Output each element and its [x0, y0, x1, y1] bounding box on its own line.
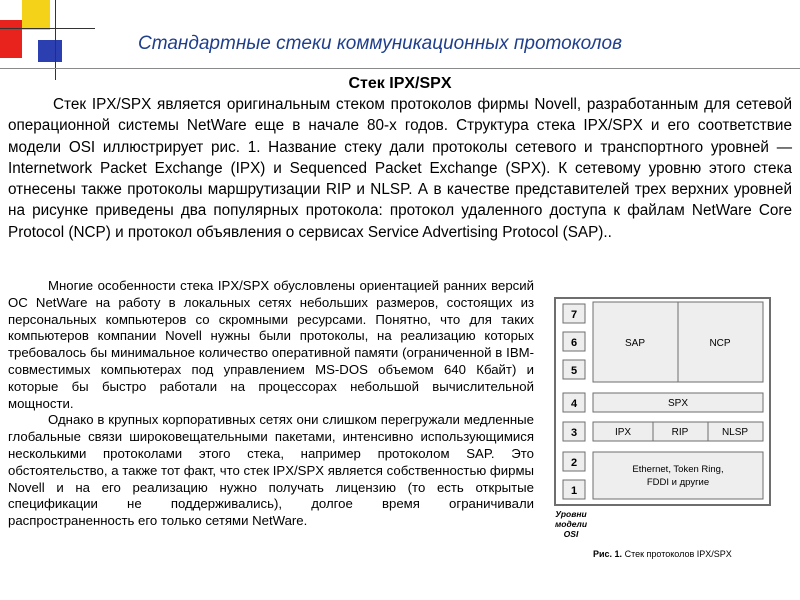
- layer-number-3: 3: [570, 427, 578, 439]
- osi-label-line3: OSI: [563, 529, 579, 539]
- protocol-ipx: IPX: [614, 427, 632, 438]
- deco-square-red: [0, 20, 22, 58]
- body-paragraph: Многие особенности стека IPX/SPX обусловлены ориентацией ранних версий ОС NetWare на работу в локальных сетях небольших размеров, состоящих из персональных компьютеров со скромными ресурсами. Понятно, что для таких компьютеров компании Novell нужны были протоколы, на реализацию которых требовалось бы минимальное количество оперативной памяти (ограниченной в IBM-совместимых компьютерах под управлением MS-DOS объемом 640 Кбайт) и которые бы быстро работали на процессорах небольшой вычислительной мощности.: [8, 278, 534, 411]
- osi-label-line2: модели: [554, 519, 588, 529]
- title-divider: [0, 68, 800, 69]
- figure-caption-text: Стек протоколов IPX/SPX: [622, 549, 732, 559]
- layer-number-5: 5: [570, 365, 578, 377]
- protocol-nlsp: NLSP: [721, 427, 749, 438]
- protocol-ncp: NCP: [709, 338, 731, 349]
- intro-paragraph: Стек IPX/SPX является оригинальным стеком протоколов фирмы Novell, разработанным для сетевой операционной системы NetWare еще в начале 80-х годов. Структура стека IPX/SPX и его соответствие модели OSI иллюстрирует рис. 1. Название стеку дали протоколы сетевого и транспортного уровней — Internetwork Packet Exchange (IPX) и Sequenced Packet Exchange (SPX). К сетевому уровню этого стека отнесены также протоколы маршрутизации RIP и NLSP. А в качестве представителей трех верхних уровней на рисунке приведены два популярных протокола: протокол удаленного доступа к файлам NetWare Core Protocol (NCP) и протокол объявления о сервисах Service Advertising Protocol (SAP)..: [8, 96, 792, 241]
- section-heading: Стек IPX/SPX: [348, 75, 452, 92]
- figure-caption-prefix: Рис. 1.: [593, 549, 623, 559]
- datalink-layer-box: [593, 452, 763, 499]
- osi-label-line1: Уровни: [555, 509, 587, 519]
- body-paragraph: Однако в крупных корпоративных сетях они слишком перегружали медленные глобальные связи широковещательными пакетами, интенсивно использующимися несколькими протоколами этого стека, например протоколом SAP. Это обстоятельство, а также тот факт, что стек IPX/SPX является собственностью фирмы Novell и на его реализацию нужно получать лицензию (то есть открытые спецификации не поддерживались), долгое время ограничивали распространенность его только сетями NetWare.: [8, 412, 534, 529]
- deco-square-yellow: [22, 0, 50, 30]
- protocol-datalink-line1: Ethernet, Token Ring,: [632, 464, 724, 475]
- layer-number-1: 1: [570, 485, 578, 497]
- deco-line-horizontal: [0, 28, 95, 29]
- layer-number-7: 7: [570, 309, 578, 321]
- layer-number-6: 6: [570, 337, 578, 349]
- layer-number-2: 2: [570, 457, 578, 469]
- layer-number-4: 4: [570, 398, 578, 410]
- intro-block: [8, 94, 792, 243]
- deco-square-blue: [38, 40, 62, 62]
- protocol-sap: SAP: [624, 338, 646, 349]
- body-column: [8, 278, 534, 530]
- ipx-spx-stack-figure: [553, 297, 778, 597]
- protocol-datalink-line2: FDDI и другие: [646, 477, 710, 488]
- protocol-rip: RIP: [671, 427, 689, 438]
- slide-title: Стандартные стеки коммуникационных протоколов: [138, 33, 623, 54]
- figure-caption: [593, 549, 732, 559]
- protocol-spx: SPX: [667, 398, 689, 409]
